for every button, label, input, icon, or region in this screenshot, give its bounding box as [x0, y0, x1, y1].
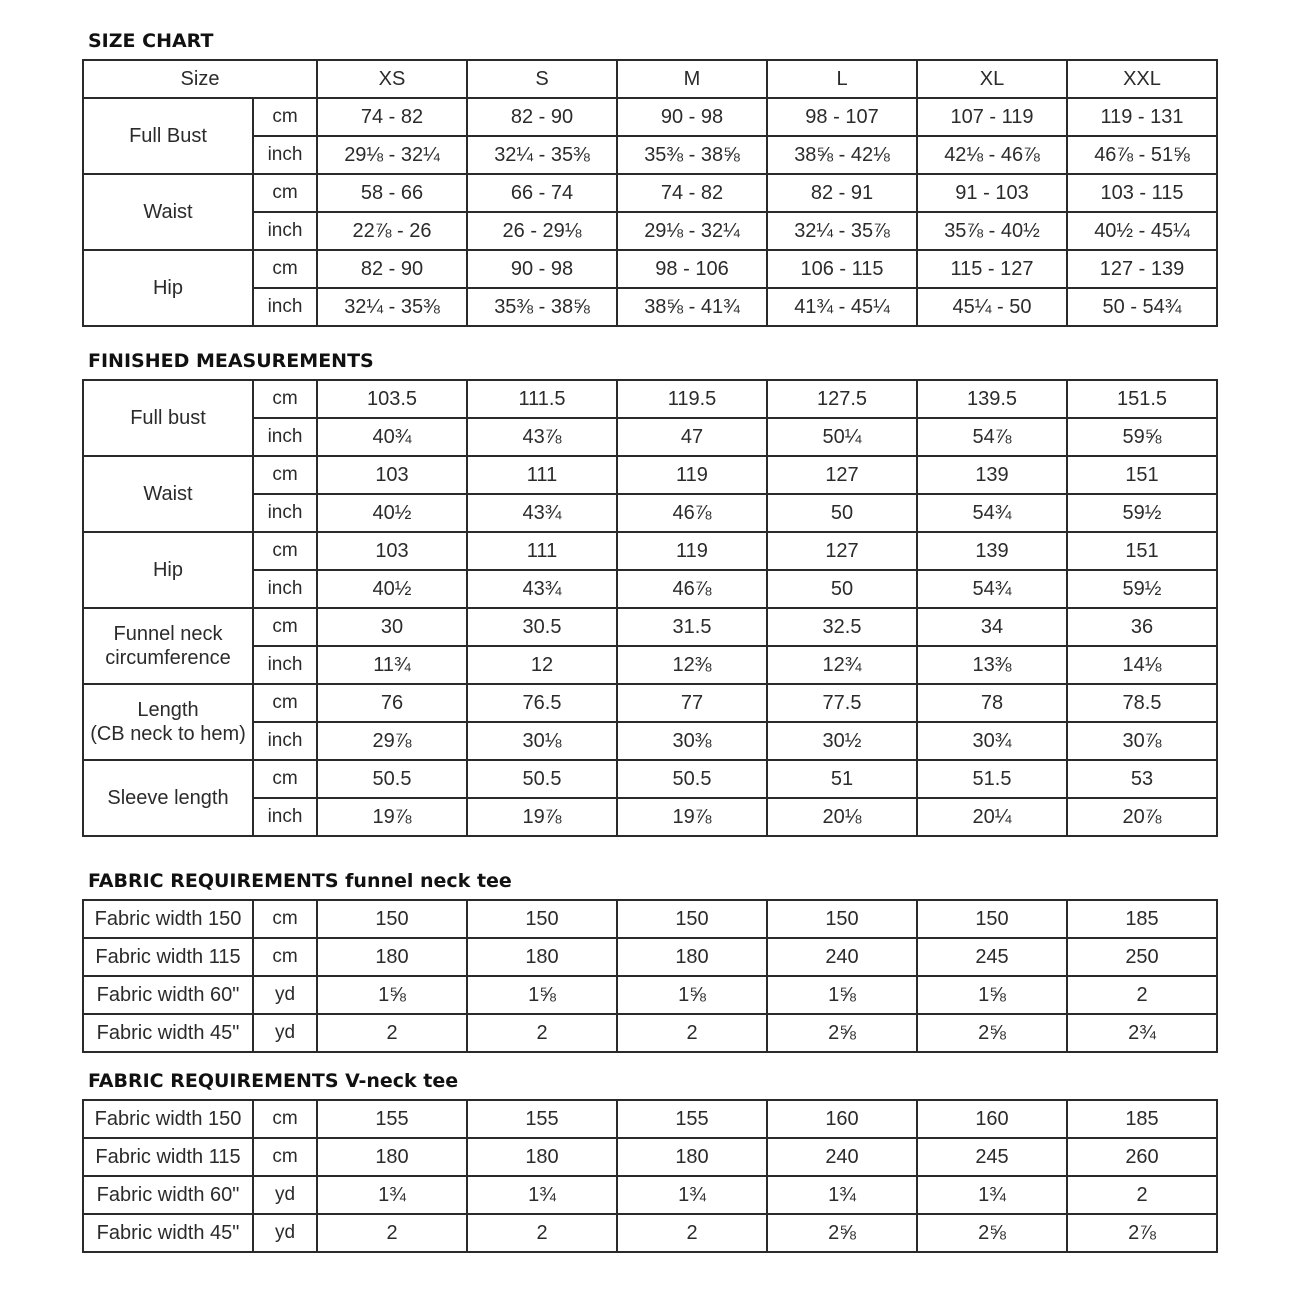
- value-cell: 127: [767, 456, 917, 494]
- value-cell: 59½: [1067, 494, 1217, 532]
- value-cell: 13⅜: [917, 646, 1067, 684]
- table-row: [83, 1014, 1217, 1052]
- value-cell: 1⅝: [617, 976, 767, 1014]
- value-cell: 139: [917, 456, 1067, 494]
- measurement-label-line: Full bust: [130, 407, 206, 429]
- value-cell: 51.5: [917, 760, 1067, 798]
- table-row: [83, 1176, 1217, 1214]
- value-cell: 12: [467, 646, 617, 684]
- value-cell: 41¾ - 45¼: [767, 288, 917, 326]
- value-cell: 59½: [1067, 570, 1217, 608]
- value-cell: 30¾: [917, 722, 1067, 760]
- measurement-label: [83, 98, 253, 174]
- value-cell: 38⅝ - 42⅛: [767, 136, 917, 174]
- unit-cell: cm: [253, 608, 317, 646]
- value-cell: 151: [1067, 532, 1217, 570]
- table-row: [83, 684, 1217, 722]
- value-cell: 119 - 131: [1067, 98, 1217, 136]
- table-row: [83, 1138, 1217, 1176]
- value-cell: 185: [1067, 1100, 1217, 1138]
- value-cell: 47: [617, 418, 767, 456]
- value-cell: 2⅝: [917, 1014, 1067, 1052]
- measurement-label-line: Funnel neck: [113, 623, 223, 645]
- value-cell: 20⅞: [1067, 798, 1217, 836]
- fabric-vneck-table: [82, 1099, 1218, 1253]
- size-header-cell: S: [467, 60, 617, 98]
- value-cell: 1⅝: [317, 976, 467, 1014]
- value-cell: 26 - 29⅛: [467, 212, 617, 250]
- value-cell: 36: [1067, 608, 1217, 646]
- measurement-label-line: Hip: [152, 559, 183, 581]
- value-cell: 119.5: [617, 380, 767, 418]
- unit-cell: inch: [253, 136, 317, 174]
- value-cell: 2¾: [1067, 1014, 1217, 1052]
- value-cell: 185: [1067, 900, 1217, 938]
- value-cell: 150: [317, 900, 467, 938]
- value-cell: 1⅝: [467, 976, 617, 1014]
- fabric-width-label: Fabric width 115: [83, 938, 253, 976]
- fabric-funnel-table: [82, 899, 1218, 1053]
- measurement-label-line: Waist: [143, 201, 193, 223]
- value-cell: 29⅛ - 32¼: [617, 212, 767, 250]
- header-row: [83, 60, 1217, 98]
- table-row: [83, 900, 1217, 938]
- value-cell: 1¾: [617, 1176, 767, 1214]
- value-cell: 139.5: [917, 380, 1067, 418]
- unit-cell: yd: [253, 1014, 317, 1052]
- value-cell: 155: [317, 1100, 467, 1138]
- value-cell: 98 - 107: [767, 98, 917, 136]
- value-cell: 111: [467, 456, 617, 494]
- value-cell: 74 - 82: [317, 98, 467, 136]
- value-cell: 1¾: [767, 1176, 917, 1214]
- measurement-label-line: circumference: [105, 647, 231, 669]
- value-cell: 46⅞: [617, 494, 767, 532]
- value-cell: 31.5: [617, 608, 767, 646]
- unit-cell: cm: [253, 174, 317, 212]
- fabric-width-label: Fabric width 150: [83, 1100, 253, 1138]
- value-cell: 1¾: [317, 1176, 467, 1214]
- size-header-cell: XS: [317, 60, 467, 98]
- value-cell: 50.5: [617, 760, 767, 798]
- table-row: [83, 250, 1217, 288]
- value-cell: 78.5: [1067, 684, 1217, 722]
- value-cell: 127.5: [767, 380, 917, 418]
- value-cell: 90 - 98: [617, 98, 767, 136]
- value-cell: 91 - 103: [917, 174, 1067, 212]
- value-cell: 150: [917, 900, 1067, 938]
- value-cell: 32.5: [767, 608, 917, 646]
- finished-measurements-title: FINISHED MEASUREMENTS: [88, 350, 374, 372]
- value-cell: 54¾: [917, 494, 1067, 532]
- unit-cell: cm: [253, 380, 317, 418]
- value-cell: 30.5: [467, 608, 617, 646]
- value-cell: 46⅞ - 51⅝: [1067, 136, 1217, 174]
- value-cell: 40½: [317, 494, 467, 532]
- value-cell: 119: [617, 532, 767, 570]
- value-cell: 155: [467, 1100, 617, 1138]
- table-row: [83, 938, 1217, 976]
- value-cell: 19⅞: [317, 798, 467, 836]
- table-row: [83, 1214, 1217, 1252]
- value-cell: 42⅛ - 46⅞: [917, 136, 1067, 174]
- size-header-cell: XL: [917, 60, 1067, 98]
- table-row: [83, 646, 1217, 684]
- value-cell: 2: [1067, 976, 1217, 1014]
- measurement-label: [83, 532, 253, 608]
- fabric-width-label: Fabric width 45": [83, 1014, 253, 1052]
- value-cell: 22⅞ - 26: [317, 212, 467, 250]
- value-cell: 139: [917, 532, 1067, 570]
- fabric-width-label: Fabric width 60": [83, 1176, 253, 1214]
- value-cell: 103.5: [317, 380, 467, 418]
- measurement-label: [83, 684, 253, 760]
- fabric-width-label: Fabric width 150: [83, 900, 253, 938]
- value-cell: 103: [317, 532, 467, 570]
- value-cell: 32¼ - 35⅜: [467, 136, 617, 174]
- value-cell: 50 - 54¾: [1067, 288, 1217, 326]
- value-cell: 127 - 139: [1067, 250, 1217, 288]
- value-cell: 111.5: [467, 380, 617, 418]
- table-row: [83, 380, 1217, 418]
- value-cell: 54⅞: [917, 418, 1067, 456]
- value-cell: 2⅝: [767, 1014, 917, 1052]
- value-cell: 2: [1067, 1176, 1217, 1214]
- value-cell: 77: [617, 684, 767, 722]
- value-cell: 119: [617, 456, 767, 494]
- value-cell: 54¾: [917, 570, 1067, 608]
- value-cell: 150: [467, 900, 617, 938]
- value-cell: 160: [767, 1100, 917, 1138]
- table-row: [83, 532, 1217, 570]
- value-cell: 77.5: [767, 684, 917, 722]
- value-cell: 50¼: [767, 418, 917, 456]
- measurement-label: [83, 250, 253, 326]
- value-cell: 82 - 91: [767, 174, 917, 212]
- value-cell: 12¾: [767, 646, 917, 684]
- value-cell: 20⅛: [767, 798, 917, 836]
- value-cell: 180: [317, 1138, 467, 1176]
- unit-cell: cm: [253, 938, 317, 976]
- size-header-label: Size: [83, 60, 317, 98]
- unit-cell: cm: [253, 900, 317, 938]
- value-cell: 1¾: [917, 1176, 1067, 1214]
- size-chart-table: [82, 59, 1218, 327]
- measurement-label-line: Length: [137, 699, 199, 721]
- value-cell: 50: [767, 494, 917, 532]
- value-cell: 151: [1067, 456, 1217, 494]
- value-cell: 32¼ - 35⅞: [767, 212, 917, 250]
- value-cell: 30: [317, 608, 467, 646]
- table-row: [83, 174, 1217, 212]
- value-cell: 150: [617, 900, 767, 938]
- value-cell: 53: [1067, 760, 1217, 798]
- measurement-label: [83, 760, 253, 836]
- value-cell: 78: [917, 684, 1067, 722]
- value-cell: 30½: [767, 722, 917, 760]
- measurement-label-line: Hip: [152, 277, 183, 299]
- size-chart-title: SIZE CHART: [88, 30, 214, 52]
- value-cell: 82 - 90: [317, 250, 467, 288]
- value-cell: 38⅝ - 41¾: [617, 288, 767, 326]
- unit-cell: inch: [253, 722, 317, 760]
- unit-cell: cm: [253, 760, 317, 798]
- value-cell: 43¾: [467, 570, 617, 608]
- measurement-label-line: Sleeve length: [107, 787, 229, 809]
- table-row: [83, 418, 1217, 456]
- value-cell: 43⅞: [467, 418, 617, 456]
- unit-cell: cm: [253, 98, 317, 136]
- value-cell: 29⅛ - 32¼: [317, 136, 467, 174]
- value-cell: 2⅝: [767, 1214, 917, 1252]
- value-cell: 2: [317, 1014, 467, 1052]
- value-cell: 34: [917, 608, 1067, 646]
- value-cell: 180: [467, 938, 617, 976]
- value-cell: 32¼ - 35⅜: [317, 288, 467, 326]
- unit-cell: inch: [253, 798, 317, 836]
- unit-cell: inch: [253, 418, 317, 456]
- value-cell: 35⅜ - 38⅝: [617, 136, 767, 174]
- unit-cell: cm: [253, 250, 317, 288]
- value-cell: 14⅛: [1067, 646, 1217, 684]
- fabric-width-label: Fabric width 45": [83, 1214, 253, 1252]
- value-cell: 50.5: [467, 760, 617, 798]
- unit-cell: inch: [253, 494, 317, 532]
- value-cell: 40½: [317, 570, 467, 608]
- value-cell: 19⅞: [617, 798, 767, 836]
- value-cell: 107 - 119: [917, 98, 1067, 136]
- size-header-cell: M: [617, 60, 767, 98]
- value-cell: 180: [467, 1138, 617, 1176]
- value-cell: 35⅜ - 38⅝: [467, 288, 617, 326]
- table-row: [83, 760, 1217, 798]
- value-cell: 66 - 74: [467, 174, 617, 212]
- table-row: [83, 798, 1217, 836]
- value-cell: 98 - 106: [617, 250, 767, 288]
- size-header-cell: L: [767, 60, 917, 98]
- value-cell: 106 - 115: [767, 250, 917, 288]
- table-row: [83, 288, 1217, 326]
- measurement-label: [83, 456, 253, 532]
- unit-cell: inch: [253, 646, 317, 684]
- value-cell: 245: [917, 938, 1067, 976]
- value-cell: 82 - 90: [467, 98, 617, 136]
- value-cell: 2: [317, 1214, 467, 1252]
- value-cell: 12⅜: [617, 646, 767, 684]
- value-cell: 2: [617, 1014, 767, 1052]
- finished-measurements-table: [82, 379, 1218, 837]
- unit-cell: cm: [253, 532, 317, 570]
- value-cell: 90 - 98: [467, 250, 617, 288]
- value-cell: 74 - 82: [617, 174, 767, 212]
- unit-cell: yd: [253, 1214, 317, 1252]
- unit-cell: yd: [253, 1176, 317, 1214]
- value-cell: 76.5: [467, 684, 617, 722]
- value-cell: 260: [1067, 1138, 1217, 1176]
- value-cell: 30⅞: [1067, 722, 1217, 760]
- value-cell: 1⅝: [917, 976, 1067, 1014]
- value-cell: 150: [767, 900, 917, 938]
- unit-cell: cm: [253, 456, 317, 494]
- value-cell: 180: [617, 1138, 767, 1176]
- value-cell: 245: [917, 1138, 1067, 1176]
- unit-cell: cm: [253, 684, 317, 722]
- unit-cell: inch: [253, 212, 317, 250]
- value-cell: 103: [317, 456, 467, 494]
- value-cell: 58 - 66: [317, 174, 467, 212]
- value-cell: 180: [617, 938, 767, 976]
- table-row: [83, 1100, 1217, 1138]
- fabric-funnel-title: FABRIC REQUIREMENTS funnel neck tee: [88, 870, 512, 892]
- table-row: [83, 976, 1217, 1014]
- table-row: [83, 608, 1217, 646]
- value-cell: 50.5: [317, 760, 467, 798]
- value-cell: 1¾: [467, 1176, 617, 1214]
- value-cell: 240: [767, 938, 917, 976]
- value-cell: 103 - 115: [1067, 174, 1217, 212]
- value-cell: 11¾: [317, 646, 467, 684]
- value-cell: 111: [467, 532, 617, 570]
- measurement-label-line: Waist: [143, 483, 193, 505]
- unit-cell: cm: [253, 1100, 317, 1138]
- value-cell: 51: [767, 760, 917, 798]
- value-cell: 35⅞ - 40½: [917, 212, 1067, 250]
- value-cell: 250: [1067, 938, 1217, 976]
- measurement-label: [83, 608, 253, 684]
- unit-cell: yd: [253, 976, 317, 1014]
- measurement-label-line: (CB neck to hem): [90, 723, 246, 745]
- value-cell: 29⅞: [317, 722, 467, 760]
- measurement-label-line: Full Bust: [129, 125, 207, 147]
- unit-cell: inch: [253, 288, 317, 326]
- value-cell: 40½ - 45¼: [1067, 212, 1217, 250]
- value-cell: 2: [467, 1214, 617, 1252]
- value-cell: 76: [317, 684, 467, 722]
- fabric-width-label: Fabric width 60": [83, 976, 253, 1014]
- value-cell: 20¼: [917, 798, 1067, 836]
- table-row: [83, 98, 1217, 136]
- unit-cell: inch: [253, 570, 317, 608]
- value-cell: 180: [317, 938, 467, 976]
- fabric-vneck-title: FABRIC REQUIREMENTS V-neck tee: [88, 1070, 459, 1092]
- table-row: [83, 212, 1217, 250]
- value-cell: 30⅛: [467, 722, 617, 760]
- unit-cell: cm: [253, 1138, 317, 1176]
- value-cell: 50: [767, 570, 917, 608]
- table-row: [83, 494, 1217, 532]
- value-cell: 2: [467, 1014, 617, 1052]
- measurement-label: [83, 380, 253, 456]
- value-cell: 45¼ - 50: [917, 288, 1067, 326]
- value-cell: 127: [767, 532, 917, 570]
- value-cell: 160: [917, 1100, 1067, 1138]
- value-cell: 59⅝: [1067, 418, 1217, 456]
- value-cell: 30⅜: [617, 722, 767, 760]
- value-cell: 19⅞: [467, 798, 617, 836]
- size-header-cell: XXL: [1067, 60, 1217, 98]
- value-cell: 240: [767, 1138, 917, 1176]
- value-cell: 155: [617, 1100, 767, 1138]
- value-cell: 2⅞: [1067, 1214, 1217, 1252]
- table-row: [83, 722, 1217, 760]
- table-row: [83, 136, 1217, 174]
- fabric-width-label: Fabric width 115: [83, 1138, 253, 1176]
- value-cell: 40¾: [317, 418, 467, 456]
- table-row: [83, 570, 1217, 608]
- value-cell: 115 - 127: [917, 250, 1067, 288]
- table-row: [83, 456, 1217, 494]
- value-cell: 2: [617, 1214, 767, 1252]
- value-cell: 43¾: [467, 494, 617, 532]
- value-cell: 151.5: [1067, 380, 1217, 418]
- value-cell: 46⅞: [617, 570, 767, 608]
- value-cell: 2⅝: [917, 1214, 1067, 1252]
- value-cell: 1⅝: [767, 976, 917, 1014]
- measurement-label: [83, 174, 253, 250]
